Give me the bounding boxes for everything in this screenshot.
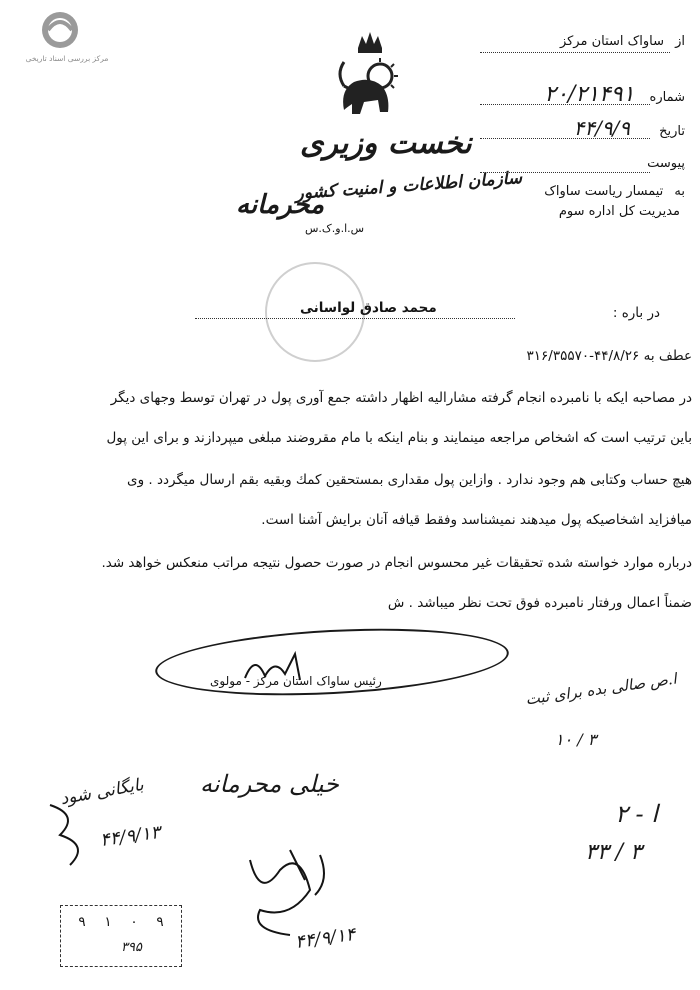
header-date [480, 116, 685, 140]
date-value: ۴۴/۹/۹ [573, 116, 631, 140]
from-label: از [675, 34, 685, 49]
note-left-date: ۴۴/۹/۱۳ [98, 821, 162, 852]
note-mid-num: ۱۰ / ۳ [555, 730, 597, 749]
to-sub: مدیریت کل اداره سوم [558, 204, 680, 219]
lion-sun-icon [330, 30, 410, 125]
watermark-text: مرکز بررسی اسناد تاریخی [25, 54, 109, 63]
from-value: ساواک استان مرکز [559, 34, 665, 49]
receipt-stamp [60, 905, 182, 967]
letterhead-class: محرمانه [236, 190, 325, 220]
from-divider [480, 52, 670, 53]
note-bottom-date: ۴۴/۹/۱۴ [293, 923, 357, 954]
date-divider [480, 138, 650, 139]
stamp-digit: ۰ [130, 914, 138, 930]
signature-scribble [240, 648, 310, 688]
watermark [8, 8, 128, 63]
subject-divider [195, 318, 515, 319]
signature-oval [154, 621, 511, 703]
header-to [480, 180, 685, 199]
left-scribble [40, 795, 100, 875]
stamp-digits [69, 914, 173, 930]
number-divider [480, 104, 650, 105]
body-line-2: باین ترتیب است که اشخاص مراجعه مینمایند و بنام اینکه با مام مقروضند مبلغی میپردازند و برای این پول [106, 430, 692, 446]
to-value: تیمسار ریاست ساواک [544, 184, 664, 199]
letterhead-org: سازمان اطلاعات و امنیت کشور [294, 168, 523, 204]
note-top-right: ا.ص صالی بده برای ثبت [524, 669, 678, 709]
subject-label: در باره : [612, 305, 660, 321]
note-right-num: ا - ۲ [615, 800, 658, 828]
body-line-1: در مصاحبه ایکه با نامبرده انجام گرفته مشارالیه اظهار داشته جمع آوری پول در تهران توسط وجهای دیگر [110, 390, 692, 406]
stamp-sub: ۳۹۵ [121, 940, 142, 955]
body-line-4: میافزاید اشخاصیکه پول میدهند نمیشناسد وفقط قیافه آنان برایش آشنا است. [261, 512, 692, 528]
letterhead-ref: س.ا.و.ک.س [305, 222, 365, 235]
note-left-1: بایگانی شود [58, 774, 146, 810]
body-line-3: هیچ حساب وکتابی هم وجود ندارد . وازاین پول مقداری بمستحقین کمك وبقیه بقم ارسال میگردد . وی [127, 472, 692, 488]
note-right-num2: ۳۳ / ۳ [585, 840, 642, 865]
subject-value: محمد صادق لواسانی [300, 300, 437, 316]
number-label: شماره [649, 90, 685, 105]
stamp-digit: ۹ [78, 914, 86, 930]
to-label: به [674, 184, 685, 199]
stamp-digit: ۱ [104, 914, 112, 930]
number-value: ۲۰/۲۱۴۹۱ [544, 82, 635, 107]
stamp-digit: ۹ [156, 914, 164, 930]
signature-title: رئیس ساواک استان مرکز - مولوی [210, 674, 382, 688]
archive-logo-icon [8, 8, 128, 54]
attach-label: پیوست [647, 156, 685, 171]
letterhead-title: نخست وزیری [300, 126, 472, 161]
body-line-6: ضمناً اعمال ورفتار نامبرده فوق تحت نظر میباشد . ش [387, 595, 692, 611]
header-attach [480, 152, 685, 171]
body-ref-line: عطف به ۴۴/۸/۲۶-۳۱۶/۳۵۵۷۰ [526, 348, 692, 364]
header-from [480, 30, 685, 49]
lion-and-sun-emblem [330, 30, 410, 125]
date-label: تاریخ [659, 124, 685, 139]
attach-divider [480, 172, 650, 173]
note-big: خیلی محرمانه [200, 770, 339, 798]
body-line-5: درباره موارد خواسته شده تحقیقات غیر محسوس انجام در صورت حصول نتیجه مراتب منعکس خواهد شد. [101, 555, 692, 571]
